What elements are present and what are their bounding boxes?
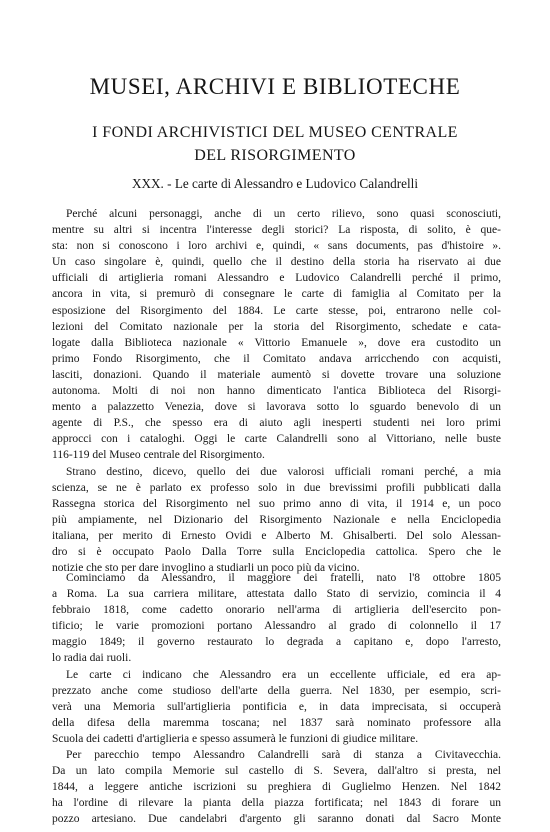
text-line: esposizione del Risorgimento del 1884. Le carte stesse, poi, entrarono nelle col- xyxy=(52,304,501,317)
paragraph-1 xyxy=(52,206,501,464)
text-line: approcci con i cataloghi. Oggi le carte Calandrelli sono al Vittoriano, nelle buste xyxy=(52,433,501,446)
article-subtitle: XXX. - Le carte di Alessandro e Ludovico Calandrelli xyxy=(131,176,418,191)
text-line: Rassegna storica del Risorgimento nel suo primo anno di vita, il 1914 e, un poco xyxy=(52,497,501,510)
text-line: autonoma. Molti di noi non hanno dimenticato l'antica Biblioteca del Risorgi- xyxy=(52,385,501,398)
text-line: ufficiali di artiglieria romani Alessandro e Ludovico Calandrelli perché il primo, xyxy=(52,272,501,285)
text-line: 1844, a leggere antiche iscrizioni su preghiera di Guglielmo Henzen. Nel 1842 xyxy=(52,781,501,794)
text-line: lasciti, donazioni. Quando il materiale aumentò si dovette trovare una soluzione xyxy=(52,368,501,381)
text-line: Le carte ci indicano che Alessandro era un eccellente ufficiale, ed era ap- xyxy=(66,668,501,681)
text-line: Strano destino, dicevo, quello dei due valorosi ufficiali romani perché, a mia xyxy=(66,465,501,478)
text-line: verà una Memoria sull'artiglieria pontificia e, in data imprecisata, si occuperà xyxy=(52,700,501,713)
text-line: a Roma. La sua carriera militare, attestata dallo Stato di servizio, comincia il 4 xyxy=(52,588,501,601)
text-line: più ampiamente, nel Dizionario del Risorgimento Nazionale e nella Enciclopedia xyxy=(52,513,501,526)
paragraph-3 xyxy=(52,570,501,667)
article-title-line-1: I FONDI ARCHIVISTICI DEL MUSEO CENTRALE xyxy=(92,124,458,141)
text-line: italiana, per merito di Ernesto Ovidi e Alberto M. Ghisalberti. Del solo Alessan- xyxy=(52,529,501,542)
section-title: MUSEI, ARCHIVI E BIBLIOTECHE xyxy=(89,74,461,99)
paragraph-2 xyxy=(52,464,501,577)
text-line: pozzo artesiano. Due candelabri d'argento gli saranno donati dal Sacro Monte xyxy=(52,813,501,826)
text-line: Perché alcuni personaggi, anche di un certo rilievo, sono quasi sconosciuti, xyxy=(66,208,501,220)
paragraph-5 xyxy=(52,747,501,827)
text-line: sta: non si conoscono i loro archivi e, quindi, « sans documents, pas d'histoire ». xyxy=(52,240,501,253)
paragraph-4 xyxy=(52,667,501,747)
text-line: agente di P.S., che spesso era di aiuto agli inesperti studenti nei loro primi xyxy=(52,417,501,430)
body-text-lower xyxy=(52,570,501,828)
text-line: febbraio 1818, come cadetto onorario nell'arma di artiglieria dell'esercito pon- xyxy=(52,604,501,617)
text-line: prezzato anche come studioso dell'arte della guerra. Nel 1830, per esempio, scri- xyxy=(52,684,501,697)
text-line: logate dalla Biblioteca nazionale « Vittorio Emanuele », dove era custodito un xyxy=(52,336,501,349)
text-line: ha l'ordine di rilevare la pianta della piazza fortificata; nel 1843 di forare un xyxy=(52,797,501,810)
text-line: Da un lato compila Memorie sul castello di S. Severa, dall'altro si presta, nel xyxy=(52,765,501,778)
text-line: mento a palazzetto Venezia, dove si lavorava sotto lo sguardo benevolo di un xyxy=(52,401,501,414)
text-line: scienza, se ne è parlato ex professo solo in due brevissimi profili pubblicati dalla xyxy=(52,481,501,494)
text-line: lo radia dai ruoli. xyxy=(52,652,132,665)
body-text-upper xyxy=(52,206,501,576)
text-line: Per parecchio tempo Alessandro Calandrelli sarà di stanza a Civitavecchia. xyxy=(66,749,501,762)
text-line: ancora in vita, si premurò di consegnare le carte di famiglia al Comitato per la xyxy=(52,288,501,301)
text-line: maggio 1849; il governo restaurato lo degrada a capitano e, dopo l'arresto, xyxy=(52,636,501,649)
text-line: Scuola dei cadetti d'artiglieria e spesso assumerà le funzioni di giudice militare. xyxy=(52,732,419,745)
text-line: 116-119 del Museo centrale del Risorgimento. xyxy=(52,449,265,462)
text-line: lezioni del Comitato nazionale per la storia del Risorgimento, schedate e cata- xyxy=(52,320,501,333)
text-line: Un caso singolare è, quindi, quello che il destino della storia ha riservato ai due xyxy=(52,256,501,269)
text-line: tificio; le varie promozioni portano Alessandro al grado di colonnello il 17 xyxy=(52,620,501,633)
text-line: della difesa della maremma toscana; nel 1837 sarà nominato professore alla xyxy=(52,716,501,729)
text-line: Cominciamo da Alessandro, il maggiore dei fratelli, nato l'8 ottobre 1805 xyxy=(66,572,501,584)
text-line: dro si è occupato Paolo Dalla Torre sulla Enciclopedia cattolica. Spero che le xyxy=(52,545,501,558)
text-line: primo Fondo Risorgimento, che il Comitato andava arricchendo con acquisti, xyxy=(52,352,501,365)
text-line: mentre su altri si incentra l'interesse degli storici? La risposta, di solito, è que- xyxy=(52,224,501,237)
article-title-line-2: DEL RISORGIMENTO xyxy=(194,147,356,164)
article-title xyxy=(0,121,550,167)
text-line: notizie che sto per dare invoglino a studiarli un poco più da vicino. xyxy=(52,562,360,575)
